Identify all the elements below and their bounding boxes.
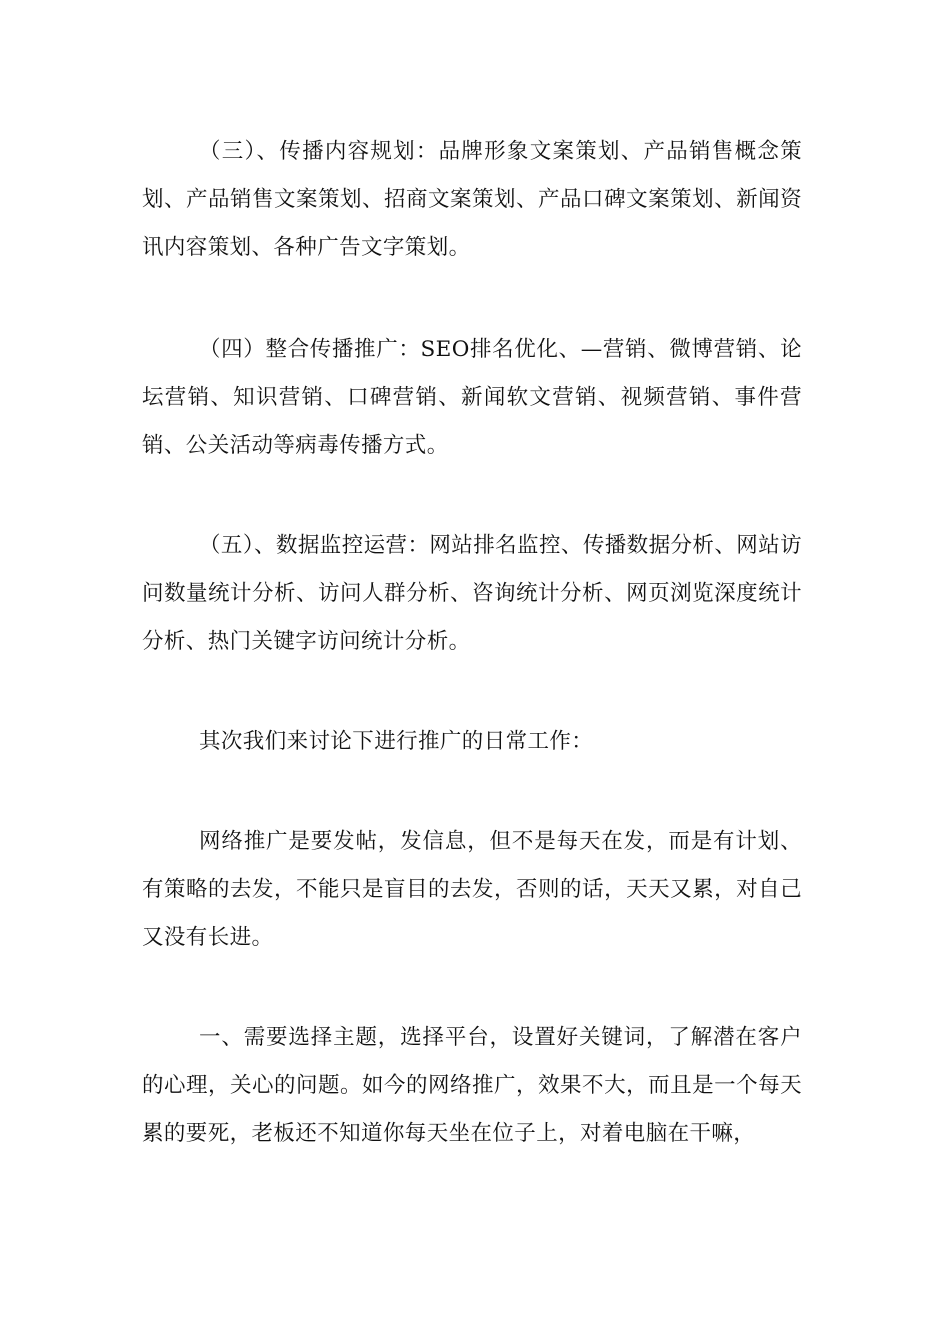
paragraph-daily-work-intro: 其次我们来讨论下进行推广的日常工作： <box>199 729 594 754</box>
paragraph-integrated-promotion: （四）整合传播推广：SEO排名优化、—营销、微博营销、论坛营销、知识营销、口碑营销、新闻软文营销、视频营销、事件营销、公关活动等病毒传播方式。 <box>142 337 802 458</box>
paragraph-content-planning: （三）、传播内容规划：品牌形象文案策划、产品销售概念策划、产品销售文案策划、招商文案策划、产品口碑文案策划、新闻资讯内容策划、各种广告文字策划。 <box>142 139 802 260</box>
paragraph-posting-strategy: 网络推广是要发帖，发信息，但不是每天在发，而是有计划、有策略的去发，不能只是盲目的去发，否则的话，天天又累，对自己又没有长进。 <box>142 829 802 950</box>
paragraph-data-monitoring: （五）、数据监控运营：网站排名监控、传播数据分析、网站访问数量统计分析、访问人群分析、咨询统计分析、网页浏览深度统计分析、热门关键字访问统计分析。 <box>142 533 802 654</box>
paragraph-choose-topic: 一、需要选择主题，选择平台，设置好关键词，了解潜在客户的心理，关心的问题。如今的网络推广，效果不大，而且是一个每天累的要死，老板还不知道你每天坐在位子上，对着电脑在干嘛， <box>142 1025 802 1146</box>
